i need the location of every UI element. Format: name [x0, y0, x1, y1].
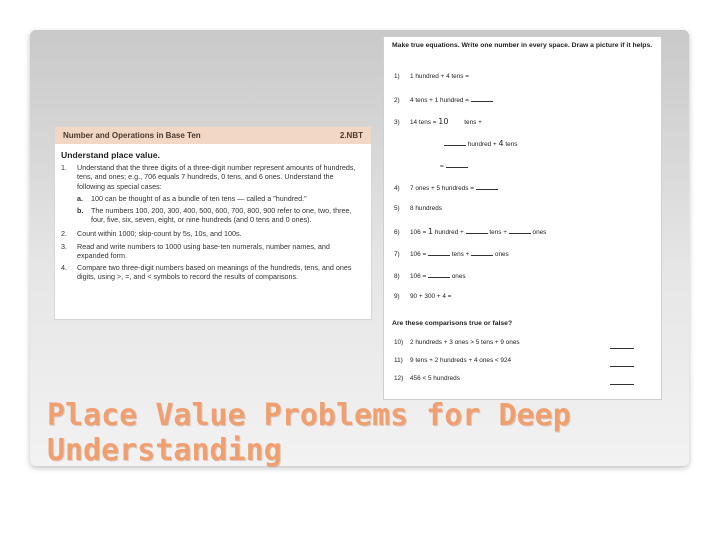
- comparison-row: 12) 456 < 5 hundreds: [394, 375, 460, 382]
- problem-row: 1) 1 hundred + 4 tens =: [394, 73, 469, 80]
- worksheet-instructions: Make true equations. Write one number in every space. Draw a picture if it helps.: [392, 42, 653, 49]
- comparison-row: 11) 9 tens + 2 hundreds + 4 ones < 924: [394, 357, 512, 364]
- handwritten-answer: 10: [438, 117, 449, 126]
- standard-item: 3. Read and write numbers to 1000 using base-ten numerals, number names, and expanded form.: [61, 241, 330, 260]
- slide-title: Place Value Problems for Deep Understanding: [47, 398, 571, 468]
- answer-blank: [610, 383, 634, 385]
- standard-subitem: b. The numbers 100, 200, 300, 400, 500, 600, 700, 800, 900 refer to one, two, three, four, five, six, seven, eight, or nine hundreds (and 0 tens and 0 ones).: [77, 206, 352, 225]
- handwritten-answer: 1: [427, 227, 434, 236]
- standards-domain: Number and Operations in Base Ten: [63, 130, 201, 140]
- answer-blank: [610, 365, 634, 367]
- standards-card: [54, 126, 372, 320]
- comparison-row: 10) 2 hundreds + 3 ones > 5 tens + 9 ones: [394, 339, 520, 346]
- problem-row: 7) 106 = tens + ones: [394, 251, 509, 258]
- problem-row: 8) 106 = ones: [394, 273, 466, 280]
- comparisons-title: Are these comparisons true or false?: [392, 320, 513, 327]
- standard-item: 4. Compare two three-digit numbers based on meanings of the hundreds, tens, and ones digits, using >, =, and < symbols to record the results of comparisons.: [61, 263, 352, 282]
- problem-row: 4) 7 ones + 5 hundreds =: [394, 183, 498, 192]
- problem-row: 9) 90 + 300 + 4 =: [394, 293, 452, 300]
- standards-code: 2.NBT: [339, 130, 363, 140]
- problem-row: 6) 106 = 1 hundred + tens + ones: [394, 227, 547, 236]
- standards-list: [55, 163, 371, 281]
- standard-item: 2. Count within 1000; skip-count by 5s, 10s, and 100s.: [61, 229, 242, 239]
- standard-text: Understand that the three digits of a three-digit number represent amounts of hundreds, tens, and ones; e.g., 706 equals 7 hundreds, 0 tens, and 6 ones. Understand the following as special cases:: [77, 163, 356, 191]
- standard-item: 1. Understand that the three digits of a three-digit number represent amounts of hundreds, tens, and ones; e.g., 706 equals 7 hundreds, 0 tens, and 6 ones. Understand the following as special cases: a. 100 can be thought of as a bundle of ten tens — called a "hundred." b. The numbers 100, 200, 300, 400, 500, 600, 700, 800, 900 refer to one, two, three, four, five, six, seven, eight, or nine hundreds (and 0 tens and 0 ones).: [61, 163, 363, 226]
- problem-row: 2) 4 tens + 1 hundred =: [394, 95, 493, 104]
- worksheet: [383, 36, 662, 400]
- standards-title: Understand place value.: [61, 150, 160, 160]
- problem-row: =: [440, 161, 468, 170]
- standards-header: [55, 127, 371, 144]
- standard-subitem: a. 100 can be thought of as a bundle of ten tens — called a "hundred.": [77, 193, 307, 203]
- problem-row: 5) 8 hundreds: [394, 205, 442, 212]
- answer-blank: [610, 347, 634, 349]
- handwritten-answer: 4: [498, 139, 504, 148]
- problem-row: 3) 14 tens = 10 tens +: [394, 117, 482, 126]
- problem-row: hundred + 4 tens: [444, 139, 518, 148]
